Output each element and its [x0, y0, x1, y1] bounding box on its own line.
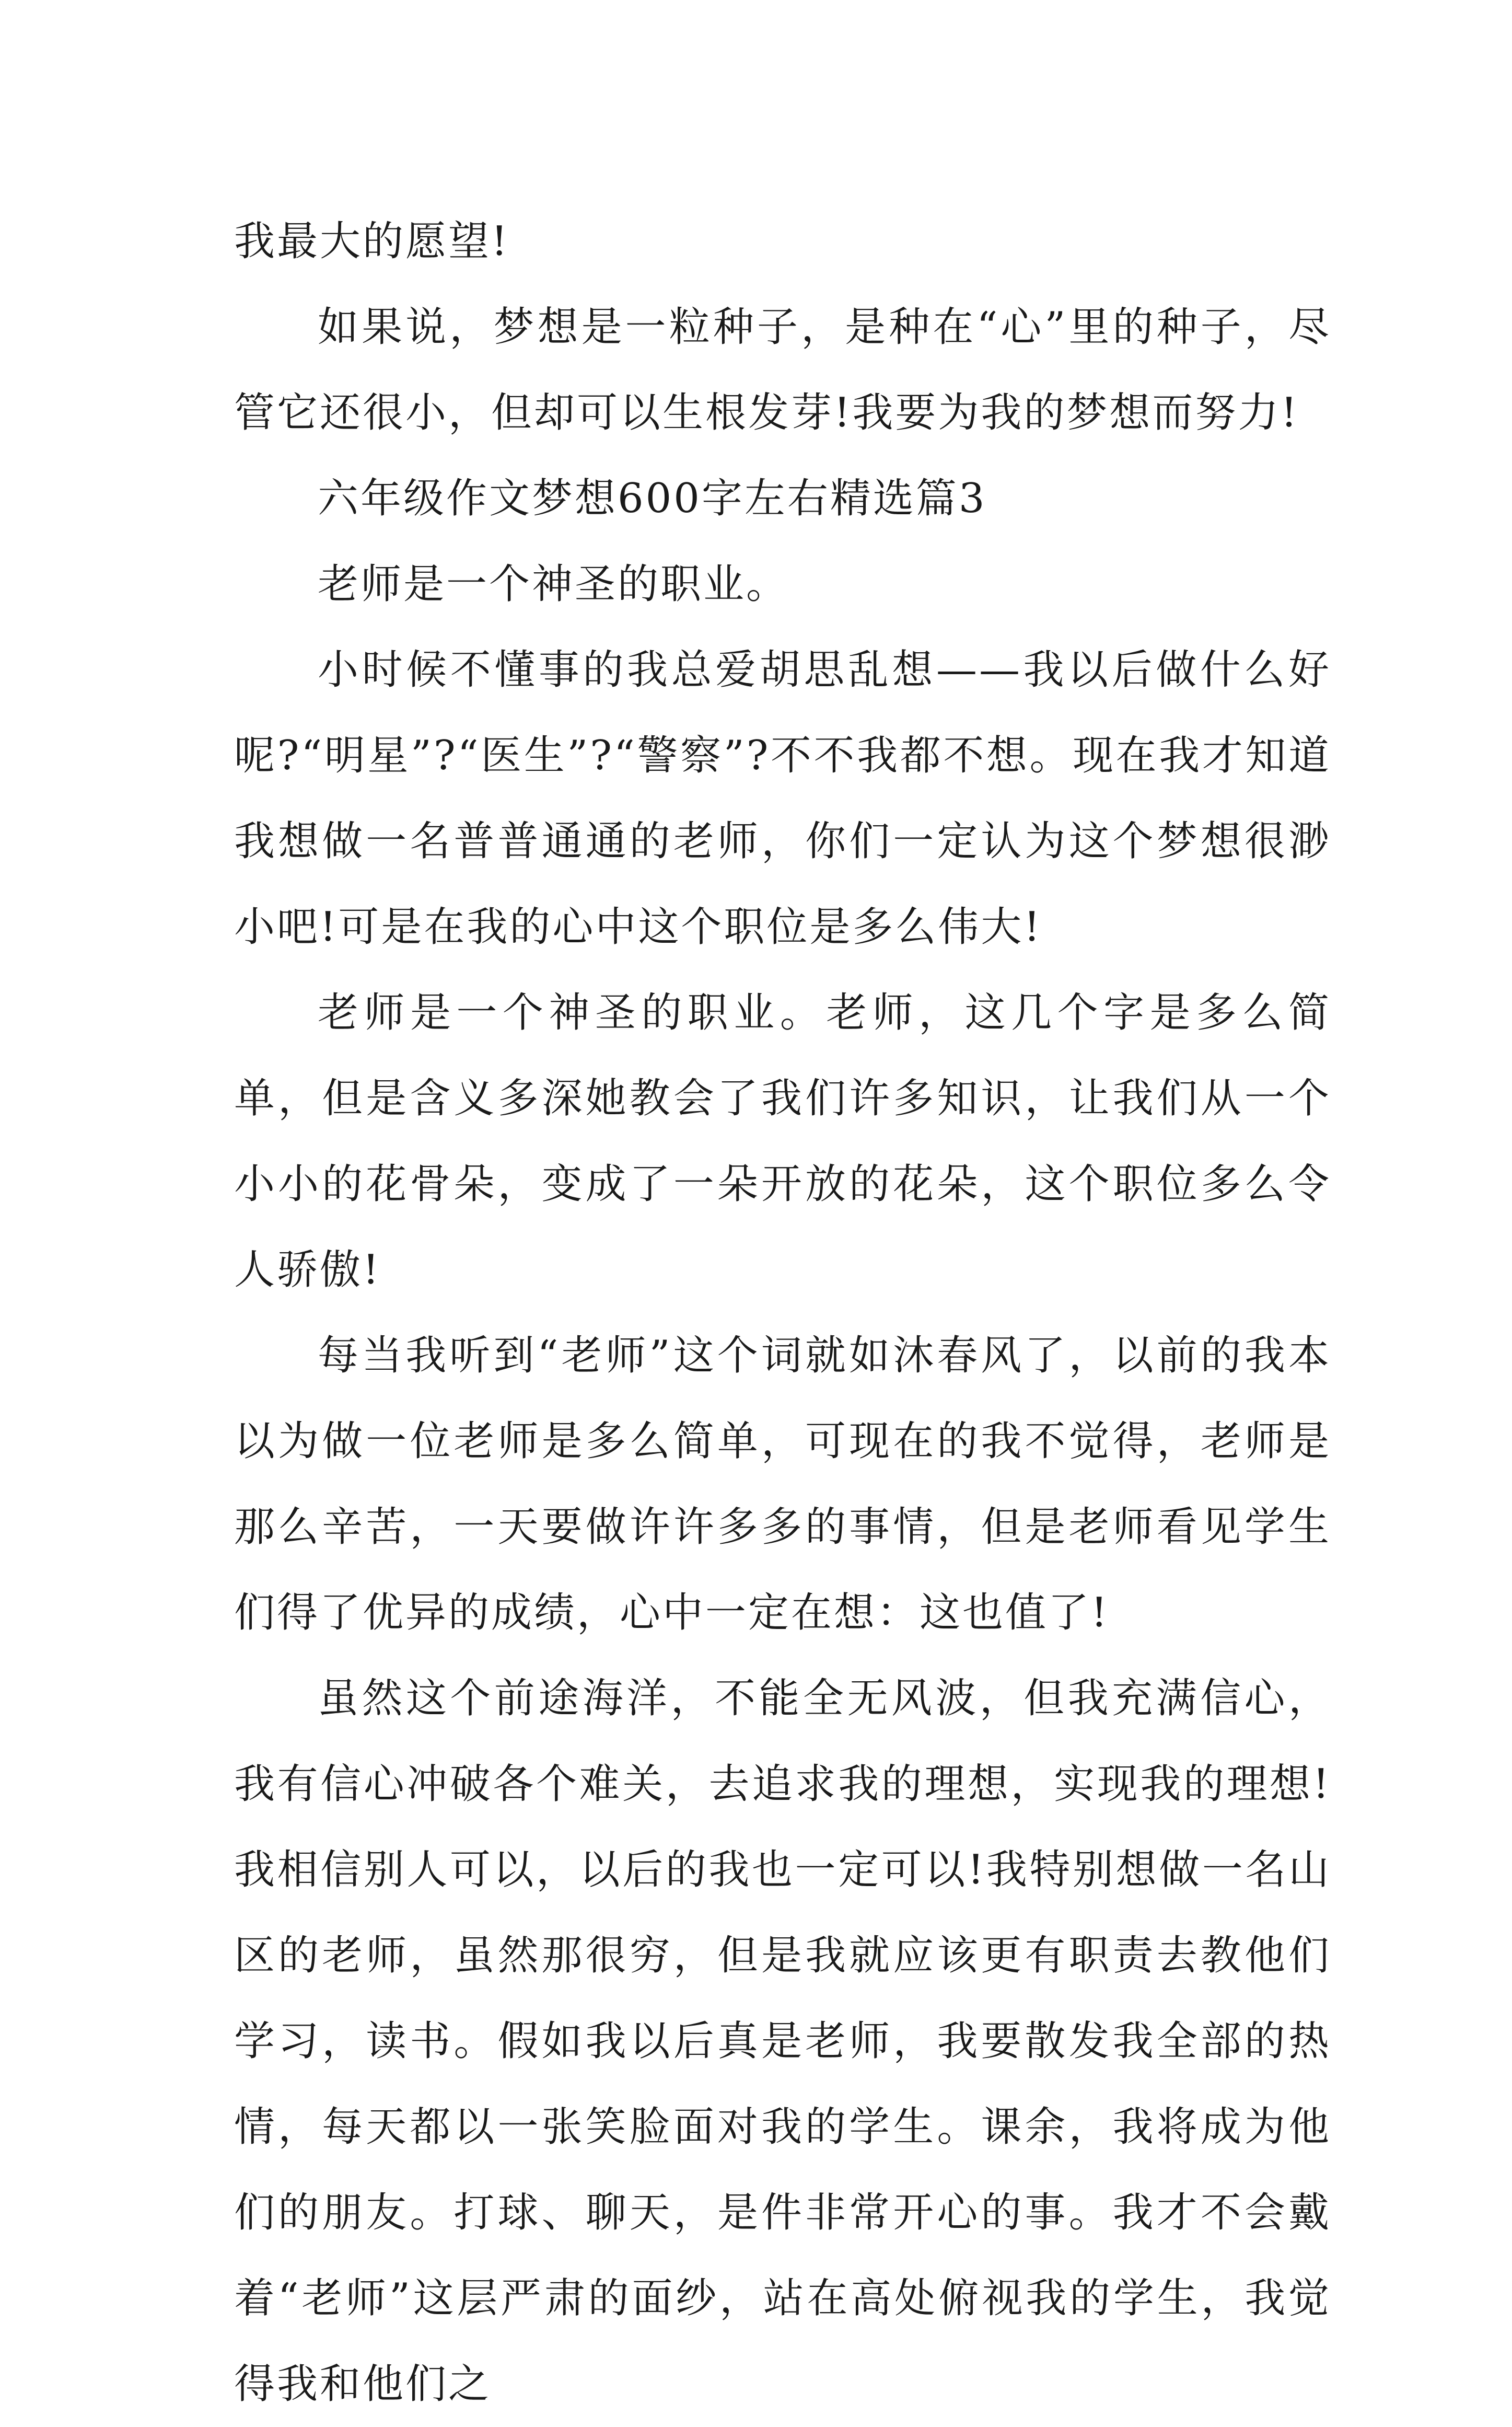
paragraph-4: 小时候不懂事的我总爱胡思乱想——我以后做什么好呢?“明星”?“医生”?“警察”?不不我都不想。现在我才知道我想做一名普普通通的老师，你们一定认为这个梦想很渺小吧!可是在我的心中这个职位是多么伟大! — [234, 646, 1331, 951]
paragraph-7: 虽然这个前途海洋，不能全无风波，但我充满信心，我有信心冲破各个难关，去追求我的理想，实现我的理想!我相信别人可以，以后的我也一定可以!我特别想做一名山区的老师，虽然那很穷，但是我就应该更有职责去教他们学习，读书。假如我以后真是老师，我要散发我全部的热情，每天都以一张笑脸面对我的学生。课余，我将成为他们的朋友。打球、聊天，是件非常开心的事。我才不会戴着“老师”这层严肃的面纱，站在高处俯视我的学生，我觉得我和他们之 — [234, 1675, 1331, 2408]
paragraph-2: 如果说，梦想是一粒种子，是种在“心”里的种子，尽管它还很小，但却可以生根发芽!我要为我的梦想而努力! — [234, 304, 1331, 436]
section-heading: 六年级作文梦想600字左右精选篇3 — [318, 475, 987, 522]
document-body — [234, 199, 1331, 2427]
paragraph-1: 我最大的愿望! — [234, 218, 510, 265]
paragraph-5: 老师是一个神圣的职业。老师，这几个字是多么简单，但是含义多深她教会了我们许多知识，让我们从一个小小的花骨朵，变成了一朵开放的花朵，这个职位多么令人骄傲! — [234, 989, 1331, 1293]
paragraph-3: 老师是一个神圣的职业。 — [318, 561, 789, 608]
paragraph-6: 每当我听到“老师”这个词就如沐春风了，以前的我本以为做一位老师是多么简单，可现在的我不觉得，老师是那么辛苦，一天要做许许多多的事情，但是老师看见学生们得了优异的成绩，心中一定在想：这也值了! — [234, 1332, 1331, 1636]
